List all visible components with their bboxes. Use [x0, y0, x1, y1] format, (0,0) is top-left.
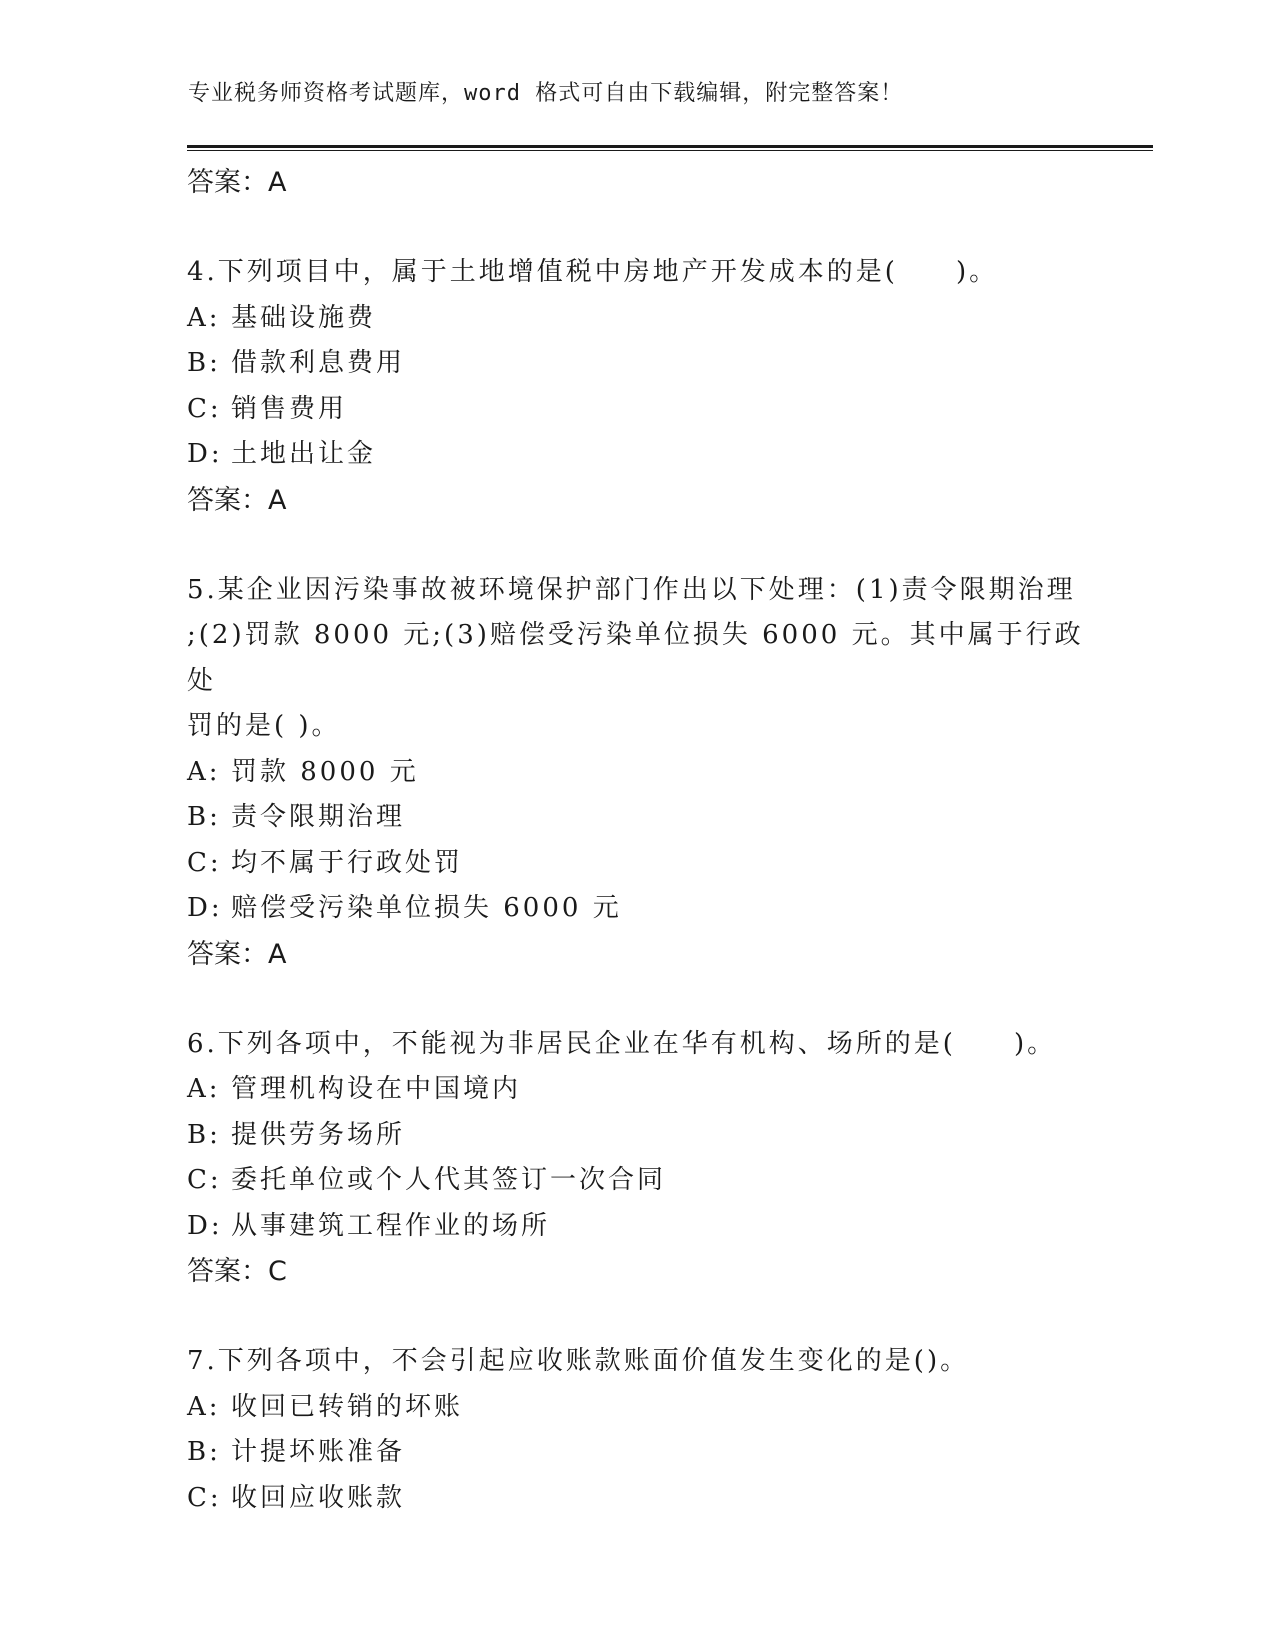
option-c: [187, 387, 1087, 433]
option-text: 借款利息费用: [231, 348, 406, 378]
option-d: [187, 432, 1087, 478]
question-5: [187, 568, 1087, 978]
answer-line: [187, 932, 1087, 978]
option-b: [187, 795, 1087, 841]
answer-value: A: [268, 484, 287, 516]
question-stem-line-1: 5.某企业因污染事故被环境保护部门作出以下处理：(1)责令限期治理: [187, 574, 1076, 605]
option-key: B:: [187, 348, 221, 378]
question-stem-line-2: ;(2)罚款 8000 元;(3)赔偿受污染单位损失 6000 元。其中属于行政处: [187, 620, 1084, 696]
answer-line: [187, 1249, 1087, 1295]
option-b: [187, 1430, 1087, 1476]
option-text: 提供劳务场所: [231, 1119, 406, 1150]
option-c: [187, 841, 1087, 887]
page-header: 专业税务师资格考试题库，word 格式可自由下载编辑，附完整答案！: [188, 81, 904, 106]
answer-line: [187, 478, 1087, 524]
option-c: [187, 1158, 1087, 1204]
option-d: [187, 1204, 1087, 1250]
answer-label: 答案：: [187, 167, 268, 198]
option-key: C:: [187, 393, 222, 424]
option-a: [187, 750, 1087, 796]
option-key: B:: [187, 1119, 221, 1150]
question-4: [187, 250, 1087, 524]
option-text: 土地出让金: [231, 439, 377, 469]
option-text: 收回应收账款: [231, 1482, 406, 1513]
option-text: 收回已转销的坏账: [231, 1391, 464, 1422]
option-key: A:: [187, 1391, 221, 1422]
option-d: [187, 886, 1087, 932]
option-a: [187, 1385, 1087, 1431]
option-text: 罚款 8000 元: [231, 756, 419, 787]
answer-value: A: [268, 938, 287, 970]
option-b: [187, 1113, 1087, 1159]
option-key: B:: [187, 1437, 221, 1467]
option-key: C:: [187, 1165, 222, 1195]
option-b: [187, 341, 1087, 387]
header-rule-thick: [187, 145, 1153, 148]
option-key: B:: [187, 802, 221, 832]
option-key: C:: [187, 847, 222, 878]
option-a: [187, 1067, 1087, 1113]
answer-value: A: [268, 167, 287, 198]
option-key: A:: [187, 1074, 221, 1104]
answer-label: 答案：: [187, 484, 268, 516]
option-text: 管理机构设在中国境内: [231, 1074, 522, 1104]
answer-label: 答案：: [187, 938, 268, 970]
option-key: D:: [187, 893, 223, 923]
document-body: [187, 160, 1087, 1521]
option-text: 计提坏账准备: [231, 1437, 406, 1467]
option-text: 委托单位或个人代其签订一次合同: [231, 1165, 667, 1195]
question-stem: 7.下列各项中，不会引起应收账款账面价值发生变化的是()。: [187, 1346, 970, 1376]
option-a: [187, 296, 1087, 342]
option-key: A:: [187, 756, 221, 787]
option-text: 均不属于行政处罚: [231, 847, 464, 878]
option-text: 赔偿受污染单位损失 6000 元: [231, 893, 622, 923]
answer-value: C: [268, 1256, 287, 1287]
option-key: C:: [187, 1482, 222, 1513]
question-6: [187, 1022, 1087, 1296]
option-key: D:: [187, 439, 223, 469]
option-text: 责令限期治理: [231, 802, 406, 832]
option-text: 基础设施费: [231, 302, 377, 333]
option-key: D:: [187, 1210, 223, 1241]
question-stem: 4.下列项目中，属于土地增值税中房地产开发成本的是( )。: [187, 257, 999, 287]
header-rule-thin: [187, 150, 1153, 151]
option-c: [187, 1476, 1087, 1522]
question-stem-line-3: 罚的是( )。: [187, 711, 341, 741]
question-stem: 6.下列各项中，不能视为非居民企业在华有机构、场所的是( )。: [187, 1028, 1057, 1059]
option-text: 从事建筑工程作业的场所: [231, 1210, 551, 1241]
answer-label: 答案：: [187, 1256, 268, 1287]
answer-line: [187, 160, 1087, 206]
option-key: A:: [187, 302, 221, 333]
option-text: 销售费用: [231, 393, 348, 424]
question-7: [187, 1339, 1087, 1521]
